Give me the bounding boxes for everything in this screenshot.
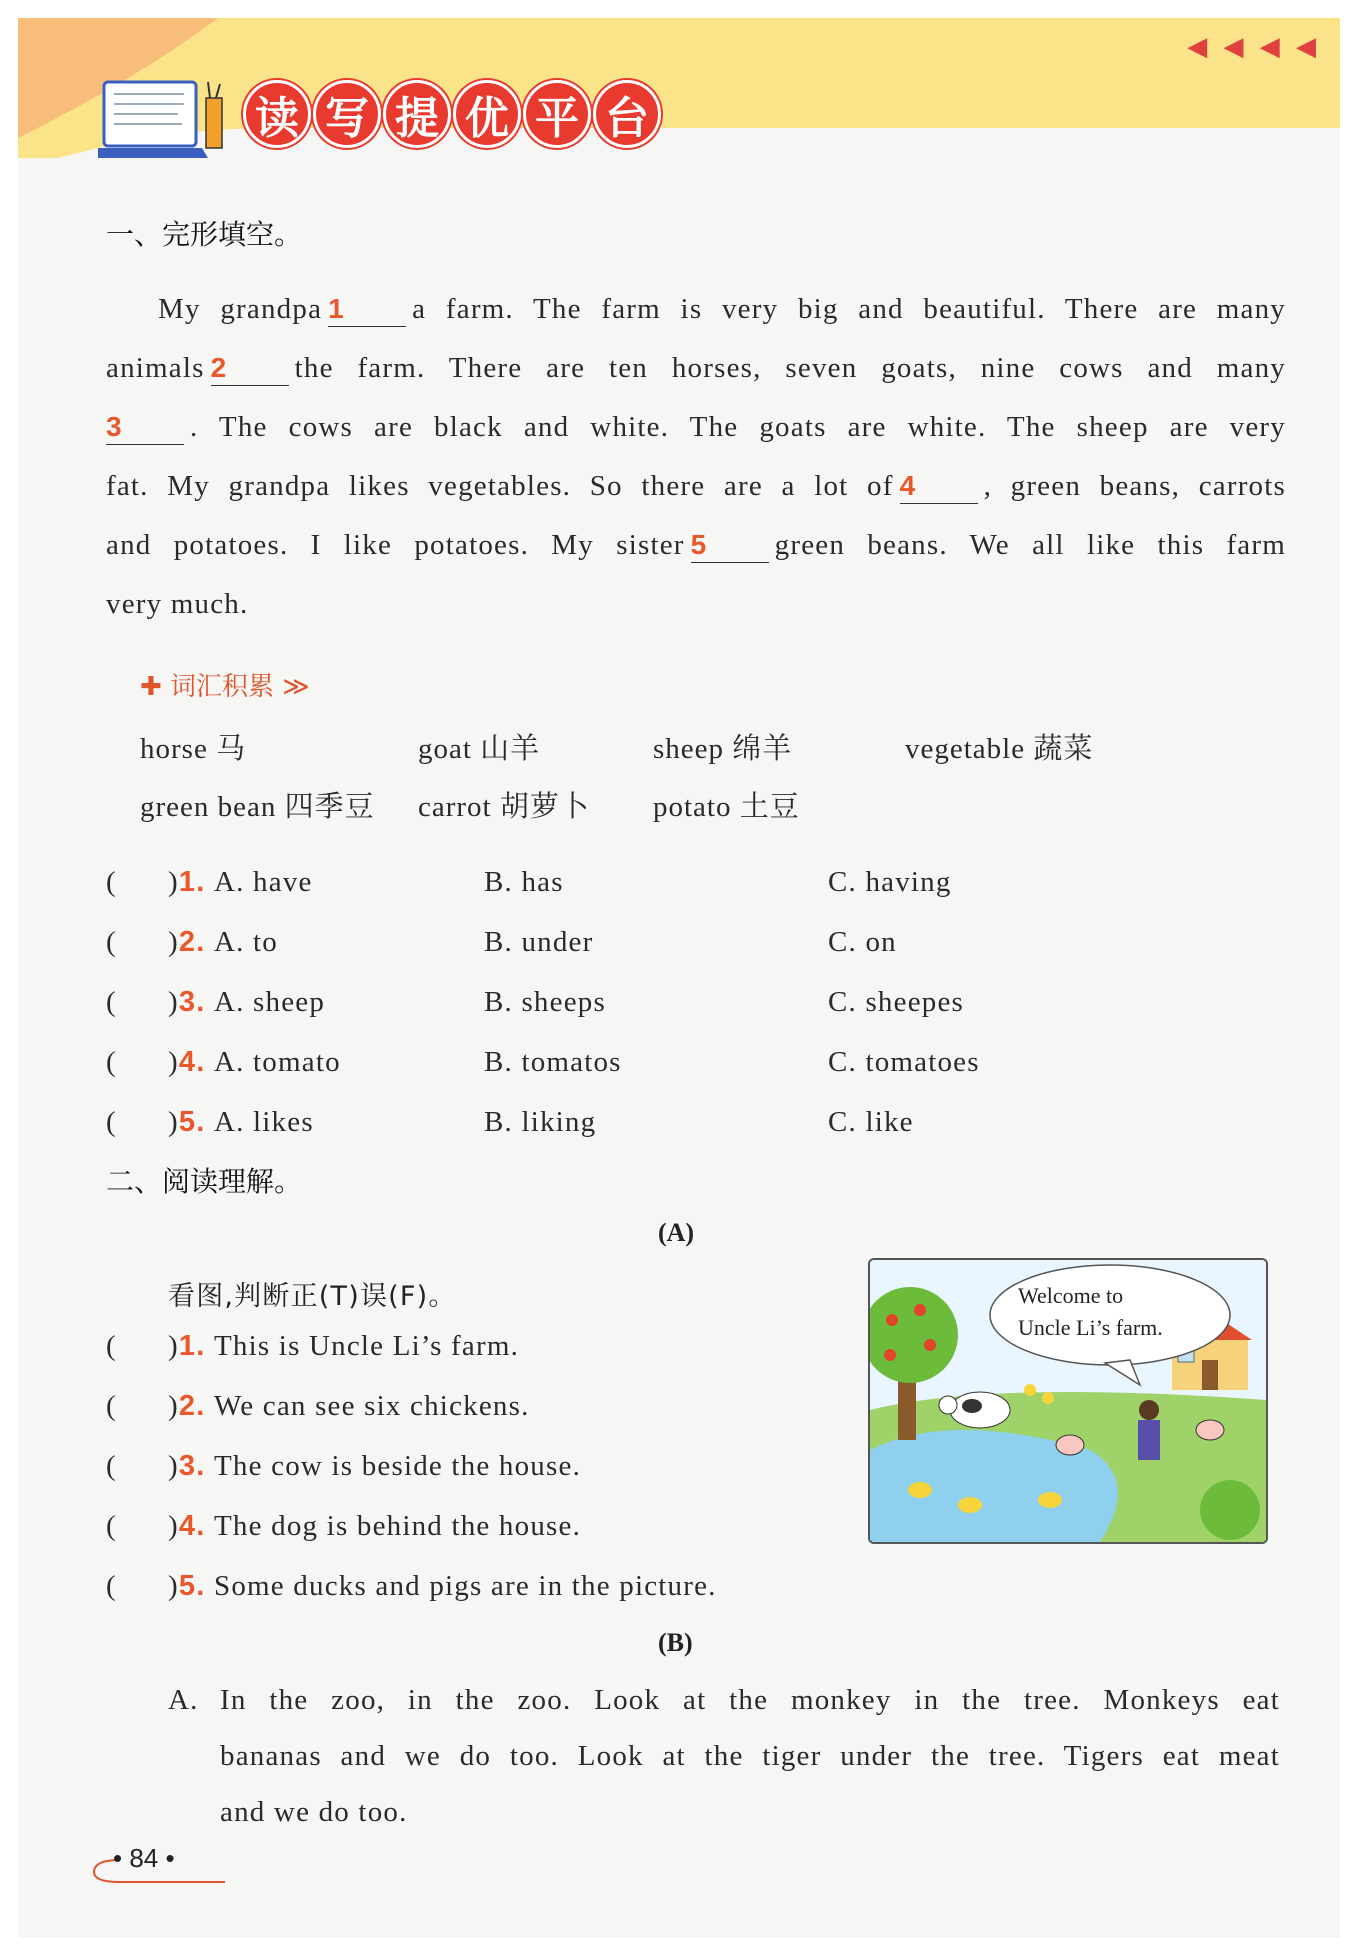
vocab-item: horse 马 [140, 733, 247, 765]
vocab-item: vegetable 蔬菜 [905, 733, 1094, 765]
answer-paren[interactable]: ( [106, 1570, 117, 1602]
vocab-item: carrot 胡萝卜 [418, 791, 590, 823]
title-char: 优 [453, 80, 521, 148]
option-a[interactable]: A. sheep [214, 986, 326, 1018]
tf-instruction: 看图,判断正(T)误(F)。 [168, 1281, 457, 1312]
answer-paren[interactable]: ( [106, 926, 117, 958]
part-a-label: (A) [658, 1218, 695, 1247]
vocab-item: sheep 绵羊 [653, 733, 793, 765]
passage-b-line: bananas and we do too. Look at the tiger under the tree. Tigers eat meat [220, 1740, 1280, 1772]
passage-b-line: and we do too. [220, 1796, 408, 1828]
blank-3[interactable]: 3 [106, 410, 184, 445]
option-b[interactable]: B. liking [484, 1106, 597, 1138]
option-a[interactable]: A. to [214, 926, 278, 958]
answer-paren[interactable]: ( [106, 986, 117, 1018]
answer-paren[interactable]: ( [106, 1390, 117, 1422]
answer-paren[interactable]: ( [106, 1510, 117, 1542]
option-b[interactable]: B. tomatos [484, 1046, 622, 1078]
answer-paren[interactable]: ( [106, 1106, 117, 1138]
farm-scene [870, 1260, 1266, 1542]
vocab-item: goat 山羊 [418, 733, 541, 765]
vocab-title: ✚ 词汇积累 ≫ [140, 672, 310, 702]
passage-b-label: A. [168, 1684, 199, 1716]
bubble-line-2: Uncle Li’s farm. [1018, 1315, 1163, 1340]
option-b[interactable]: B. has [484, 866, 564, 898]
option-c[interactable]: C. having [828, 866, 952, 898]
blank-1[interactable]: 1 [328, 292, 406, 327]
title-char: 平 [523, 80, 591, 148]
title-char: 台 [593, 80, 661, 148]
passage-b-line: In the zoo, in the zoo. Look at the monkey in the tree. Monkeys eat [220, 1684, 1280, 1716]
option-b[interactable]: B. sheeps [484, 986, 606, 1018]
section2-heading: 二、阅读理解。 [106, 1165, 303, 1198]
bubble-line-1: Welcome to [1018, 1283, 1124, 1308]
part-b-label: (B) [658, 1628, 693, 1657]
blank-2[interactable]: 2 [211, 351, 289, 386]
option-a[interactable]: A. likes [214, 1106, 314, 1138]
cloze-passage: My grandpa 1 a farm. The farm is very big and beautiful. There are many animals 2 the farm. There are ten horses, seven goats, nine cows and many 3 . The cows are black and white. The goats are white. The sheep are very fat. My grandpa likes vegetables. So there are a lot of 4 , green beans, carrots and potatoes. I like potatoes. My sister 5 green beans. We all like this farm very much. [106, 293, 1287, 620]
farmer [1138, 1400, 1160, 1460]
vocab-item: green bean 四季豆 [140, 791, 375, 823]
answer-paren[interactable]: ( [106, 1330, 117, 1362]
blank-5[interactable]: 5 [691, 528, 769, 563]
page-title [243, 80, 661, 148]
option-c[interactable]: C. sheepes [828, 986, 965, 1018]
answer-paren[interactable]: ( [106, 1450, 117, 1482]
vocab-item: potato 土豆 [653, 791, 800, 823]
title-char: 写 [313, 80, 381, 148]
answer-paren[interactable]: ( [106, 1046, 117, 1078]
laptop-icon [98, 78, 233, 168]
header-arrows: ◀ ◀ ◀ ◀ [1187, 32, 1320, 62]
option-a[interactable]: A. tomato [214, 1046, 341, 1078]
title-char: 读 [243, 80, 311, 148]
answer-paren[interactable]: ( [106, 866, 117, 898]
option-c[interactable]: C. tomatoes [828, 1046, 980, 1078]
page-number: • 84 • [113, 1843, 175, 1873]
option-c[interactable]: C. like [828, 1106, 914, 1138]
section1-heading: 一、完形填空。 [106, 218, 303, 251]
workbook-page: ◀ ◀ ◀ ◀ 读 写 提 优 平 台 一、完形填空。 My grandpa 1 a farm. The farm is very big and beautiful. There are many animals 2 the farm. There are ten horses, seven goats, nine cows and many 3 . The cows are black and white. The goats are white. The sheep are very fat. My grandpa likes vegetables. So there are a lot of 4 , green beans, carrots and potatoes. I like potatoes. My sister 5 green beans. We all like this farm very much. ✚ 词汇积累 ≫ horse 马 goat 山羊 sheep 绵羊 vegetable 蔬菜 green bean 四季豆 carrot 胡萝卜 potato 土豆 ( )1. A. have B. has C. having ( )2. A. to B. under C. on ( )3. A. sheep B. sheeps C. sheepes ( )4. A. tomato B. tomatos C. tomatoes ( )5. A. likes B. liking C. like 二、阅读理解。 (A) 看图,判断正(T)误(F)。 ( )1. This is Uncle Li’s farm. ( )2. We can see six chickens. ( )3. The cow is beside the house. ( )4. The dog is behind the house. ( )5. Some ducks and pigs are in the picture. Welcome to Uncle Li’s farm. (B) A. In the zoo, in the zoo. Look at the monkey in the tree. Monkeys eat bananas and we do too. Look at the tiger under the tree. Tigers eat meat and we do too. • 84 • [18, 18, 1340, 1938]
option-b[interactable]: B. under [484, 926, 594, 958]
farm-illustration [868, 1258, 1268, 1544]
blank-4[interactable]: 4 [900, 469, 978, 504]
option-c[interactable]: C. on [828, 926, 897, 958]
title-char: 提 [383, 80, 451, 148]
option-a[interactable]: A. have [214, 866, 313, 898]
